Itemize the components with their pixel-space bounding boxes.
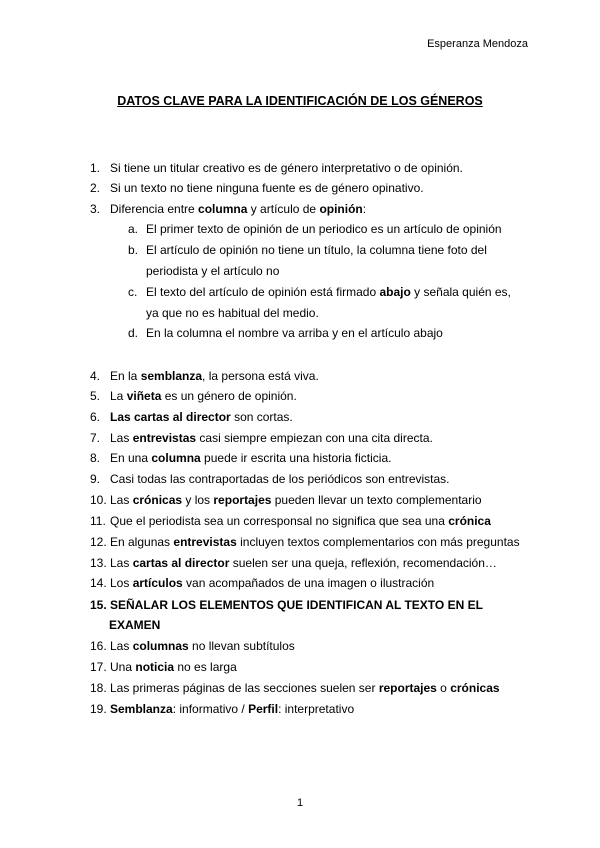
list-item: [90, 598, 483, 612]
list-item-number: 11.: [90, 514, 106, 528]
list-item-number: 19.: [90, 702, 107, 716]
list-item: [90, 576, 434, 590]
list-item-text: Diferencia entre columna y artículo de opinión:: [110, 202, 367, 216]
document-title: DATOS CLAVE PARA LA IDENTIFICACIÓN DE LOS GÉNEROS: [117, 94, 483, 108]
list-item-number: 10.: [90, 493, 107, 507]
list-item: [90, 639, 295, 653]
list-item: [90, 451, 391, 465]
list-item-text: SEÑALAR LOS ELEMENTOS QUE IDENTIFICAN AL TEXTO EN EL: [110, 598, 483, 612]
list-item-number: 2.: [90, 181, 101, 195]
list-item-number: 18.: [90, 681, 107, 695]
list-item: [90, 202, 366, 216]
sublist-item-letter: c.: [128, 285, 138, 299]
list-item-text: Si tiene un titular creativo es de género interpretativo o de opinión.: [110, 161, 463, 175]
sublist-item-text: El texto del artículo de opinión está firmado abajo y señala quién es,: [146, 285, 511, 299]
sublist-item-text: periodista y el artículo no: [146, 264, 280, 278]
list-item-text: Las primeras páginas de las secciones suelen ser reportajes o crónicas: [110, 681, 500, 695]
sublist-item: [128, 243, 487, 257]
list-item-number: 8.: [90, 451, 101, 465]
sublist-item-text: El primer texto de opinión de un periodico es un artículo de opinión: [146, 222, 502, 236]
list-item-number: 4.: [90, 369, 101, 383]
list-item: [90, 181, 424, 195]
sublist-item-text: En la columna el nombre va arriba y en el artículo abajo: [146, 326, 443, 340]
list-item: [90, 514, 491, 528]
list-item-text: La viñeta es un género de opinión.: [110, 389, 297, 403]
list-item: [109, 618, 160, 632]
list-item: [90, 369, 319, 383]
sublist-item-letter: d.: [128, 326, 139, 340]
list-item: [90, 161, 463, 175]
list-item-number: 6.: [90, 410, 101, 424]
sublist-item: [128, 222, 502, 236]
list-item-number: 12.: [90, 535, 107, 549]
list-item-text: En una columna puede ir escrita una historia ficticia.: [110, 451, 392, 465]
list-item-number: 1.: [90, 161, 101, 175]
list-item-number: 3.: [90, 202, 101, 216]
list-item-text: Si un texto no tiene ninguna fuente es de género opinativo.: [110, 181, 424, 195]
list-item: [90, 410, 293, 424]
list-item: [90, 660, 237, 674]
list-item-number: 13.: [90, 556, 107, 570]
list-item-number: 14.: [90, 576, 107, 590]
list-item-number: 16.: [90, 639, 107, 653]
list-item: [90, 389, 297, 403]
sublist-item: [128, 264, 279, 278]
sublist-item-letter: b.: [128, 243, 139, 257]
list-item-text: En la semblanza, la persona está viva.: [110, 369, 319, 383]
list-item: [90, 493, 482, 507]
sublist-item: [128, 326, 443, 340]
list-item-text: Las entrevistas casi siempre empiezan con una cita directa.: [110, 431, 433, 445]
list-item-text: Las cartas al director son cortas.: [110, 410, 293, 424]
list-item-number: 9.: [90, 472, 101, 486]
list-item-text: Las columnas no llevan subtítulos: [110, 639, 295, 653]
list-item: [90, 702, 354, 716]
list-item: [90, 556, 497, 570]
list-item-text: EXAMEN: [109, 618, 161, 632]
list-item-text: Una noticia no es larga: [110, 660, 237, 674]
list-item-number: 7.: [90, 431, 101, 445]
sublist-item-letter: a.: [128, 222, 139, 236]
list-item: [90, 431, 433, 445]
list-item-text: Semblanza: informativo / Perfil: interpretativo: [110, 702, 355, 716]
list-item-text: Las crónicas y los reportajes pueden llevar un texto complementario: [110, 493, 482, 507]
list-item: [90, 535, 520, 549]
list-item-text: Que el periodista sea un corresponsal no significa que sea una crónica: [110, 514, 491, 528]
page-number: 1: [296, 797, 304, 809]
list-item-text: En algunas entrevistas incluyen textos complementarios con más preguntas: [110, 535, 520, 549]
sublist-item-text: ya que no es habitual del medio.: [146, 306, 319, 320]
list-item-number: 5.: [90, 389, 101, 403]
list-item-number: 15.: [90, 598, 107, 612]
sublist-item: [128, 285, 511, 299]
sublist-item-text: El artículo de opinión no tiene un título, la columna tiene foto del: [146, 243, 487, 257]
list-item-text: Los artículos van acompañados de una imagen o ilustración: [110, 576, 435, 590]
sublist-item: [128, 306, 319, 320]
list-item: [90, 472, 450, 486]
list-item-text: Las cartas al director suelen ser una queja, reflexión, recomendación…: [110, 556, 497, 570]
author-name: Esperanza Mendoza: [427, 38, 528, 50]
list-item: [90, 681, 500, 695]
list-item-text: Casi todas las contraportadas de los periódicos son entrevistas.: [110, 472, 450, 486]
list-item-number: 17.: [90, 660, 107, 674]
